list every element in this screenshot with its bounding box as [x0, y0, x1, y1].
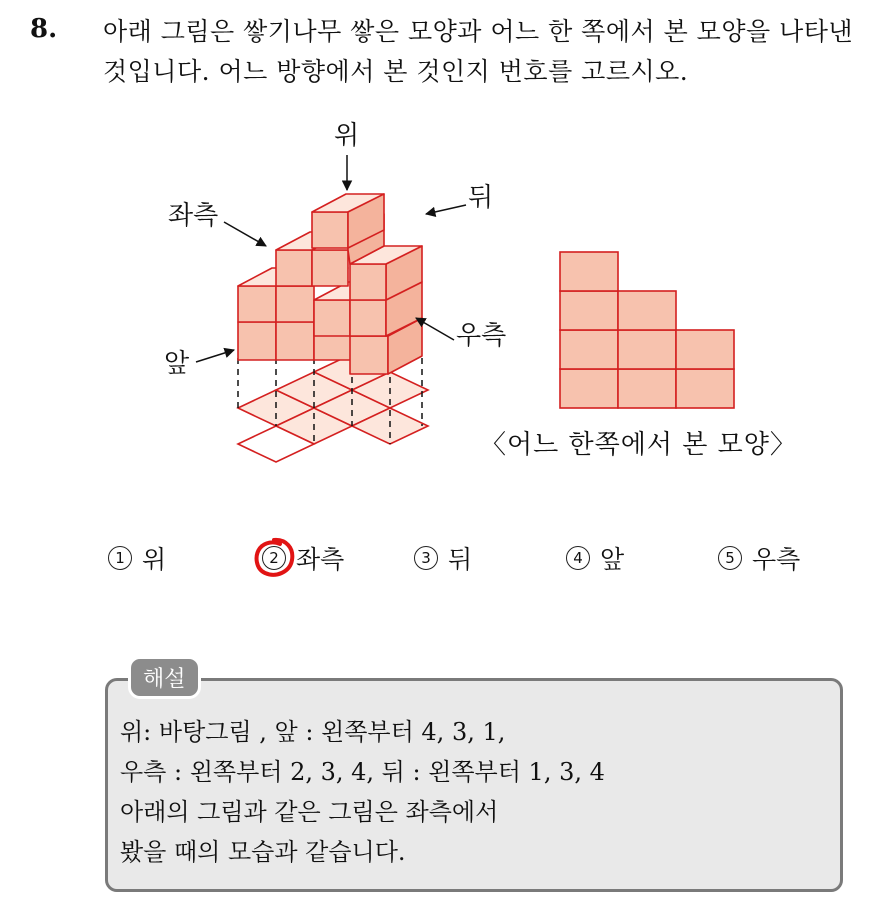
side-view-cell	[560, 252, 618, 291]
cube-face	[238, 322, 276, 360]
choice-4[interactable]	[566, 540, 624, 576]
question-line-2: 것입니다. 어느 방향에서 본 것인지 번호를 고르시오.	[103, 57, 689, 86]
explanation-line-1: 위: 바탕그림 , 앞 : 왼쪽부터 4, 3, 1,	[120, 718, 506, 746]
choice-label: 우측	[752, 545, 801, 574]
question-line-1: 아래 그림은 쌓기나무 쌓은 모양과 어느 한 쪽에서 본 모양을 나타낸	[103, 17, 854, 46]
side-view-cell	[618, 330, 676, 369]
choice-label: 위	[142, 545, 167, 574]
choice-label: 좌측	[296, 545, 345, 574]
side-view-cell	[618, 369, 676, 408]
side-view-cell	[618, 291, 676, 330]
arrow-front	[196, 350, 234, 362]
choice-number: 4	[566, 546, 590, 570]
cube-face	[312, 250, 348, 286]
choice-number: 5	[718, 546, 742, 570]
label-right: 우측	[456, 321, 507, 351]
cube-face	[276, 250, 312, 286]
cube-face	[312, 212, 348, 248]
cube-face	[238, 286, 276, 322]
side-view-cell	[676, 330, 734, 369]
label-front: 앞	[164, 349, 190, 379]
label-left: 좌측	[168, 201, 219, 231]
choice-number: 1	[108, 546, 132, 570]
cube-face	[276, 286, 314, 322]
explanation-line-3: 아래의 그림과 같은 그림은 좌측에서	[120, 798, 499, 826]
choice-1[interactable]	[108, 540, 166, 576]
side-view-grid	[560, 252, 734, 408]
question-number: 8.	[30, 14, 58, 44]
side-view-cell	[676, 369, 734, 408]
cube-stack	[238, 194, 422, 374]
cube-face	[350, 300, 386, 336]
cube-face	[276, 322, 314, 360]
side-view-cell	[560, 330, 618, 369]
explanation-line-2: 우측 : 왼쪽부터 2, 3, 4, 뒤 : 왼쪽부터 1, 3, 4	[120, 758, 605, 786]
side-view-cell	[560, 369, 618, 408]
explanation-line-4: 봤을 때의 모습과 같습니다.	[120, 838, 406, 866]
arrow-back	[426, 205, 466, 214]
choice-label: 뒤	[448, 545, 473, 574]
arrow-left	[224, 222, 266, 246]
cube-face	[350, 336, 388, 374]
view-caption: 〈어느 한쪽에서 본 모양〉	[480, 430, 797, 460]
choice-3[interactable]	[414, 540, 472, 576]
choice-number: 3	[414, 546, 438, 570]
choice-label: 앞	[600, 545, 625, 574]
label-back: 뒤	[468, 183, 494, 213]
base-grid	[238, 354, 428, 462]
side-view-cell	[560, 291, 618, 330]
answer-mark-icon	[252, 536, 296, 580]
choice-number: 2	[262, 546, 286, 570]
explanation-tab: 해설	[128, 656, 201, 699]
label-top: 위	[334, 121, 360, 151]
choice-5[interactable]	[718, 540, 800, 576]
cube-face	[314, 300, 350, 336]
cube-face	[350, 264, 386, 300]
